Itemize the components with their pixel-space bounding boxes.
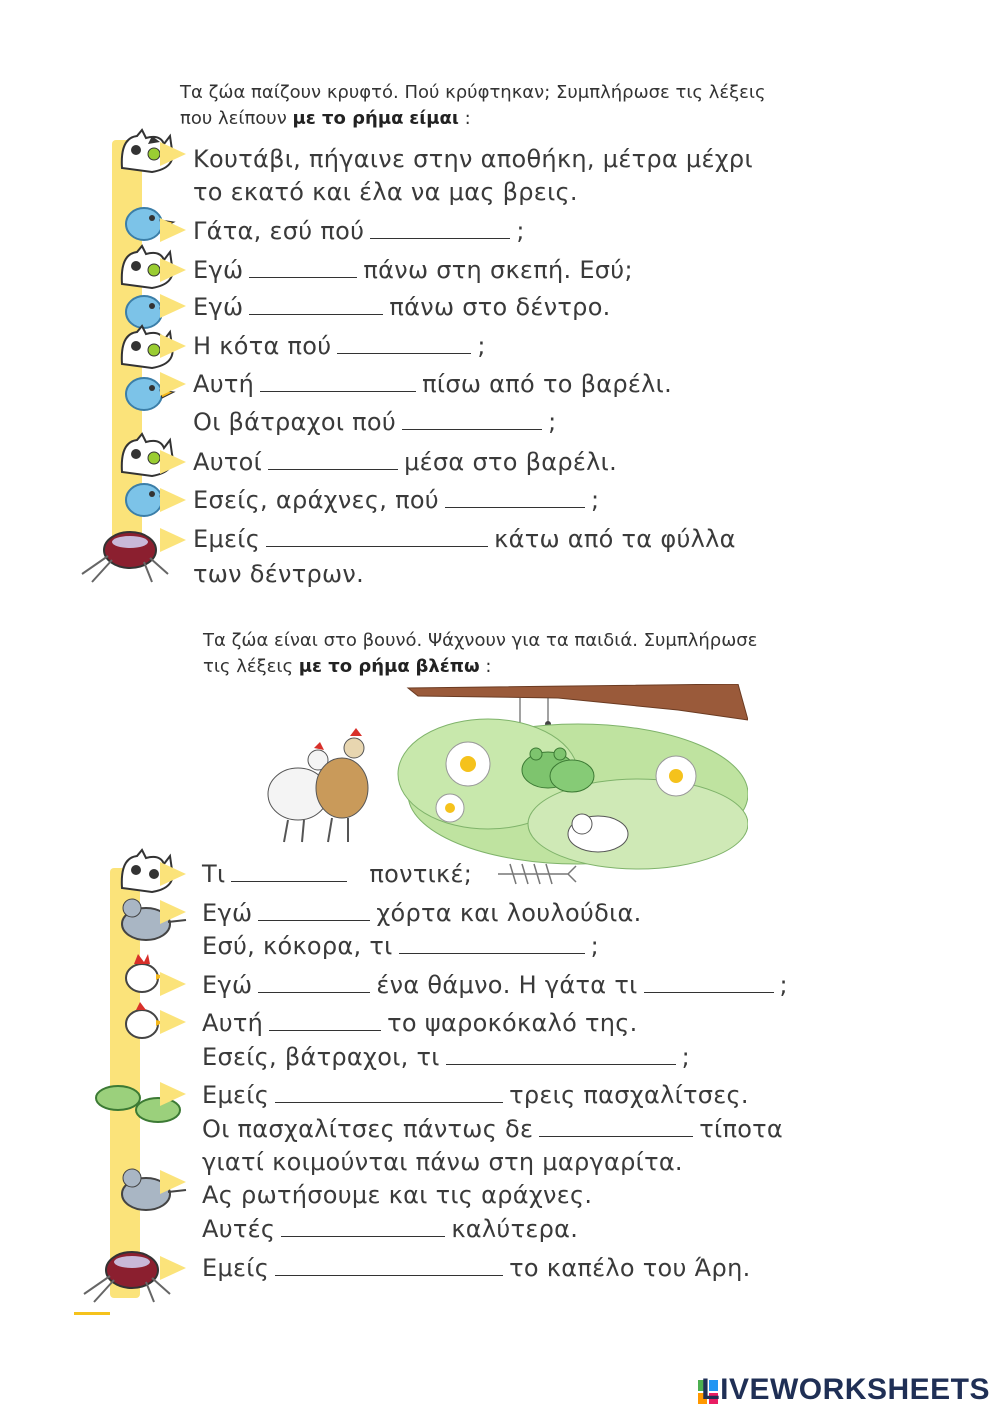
- exercise2-instruction-line1: Τα ζώα είναι στο βουνό. Ψάχνουν για τα παιδιά. Συμπλήρωσε: [203, 630, 758, 651]
- speech-pointer: [160, 528, 186, 552]
- answer-blank[interactable]: [402, 407, 542, 430]
- answer-blank[interactable]: [275, 1080, 503, 1103]
- speech-pointer: [160, 450, 186, 474]
- speech-pointer: [160, 294, 186, 318]
- liveworksheets-logo[interactable]: LIVEWORKSHEETS: [701, 1373, 990, 1406]
- ex1-line-8: Οι βάτραχοι πού ;: [193, 408, 557, 436]
- speech-pointer: [160, 900, 186, 924]
- answer-blank[interactable]: [446, 1042, 676, 1065]
- ex1-line-12: των δέντρων.: [193, 560, 365, 588]
- rooster-icon: [316, 728, 368, 842]
- speech-pointer: [160, 972, 186, 996]
- ex2-line-3: Εσύ, κόκορα, τι ;: [202, 932, 599, 960]
- answer-blank[interactable]: [266, 524, 488, 547]
- answer-blank[interactable]: [337, 331, 471, 354]
- speech-pointer: [160, 142, 186, 166]
- answer-blank[interactable]: [275, 1253, 503, 1276]
- answer-blank[interactable]: [249, 292, 383, 315]
- answer-blank[interactable]: [268, 447, 398, 470]
- ex2-line-8: Οι πασχαλίτσες πάντως δε τίποτα: [202, 1115, 784, 1143]
- ex1-line-6: Η κότα πού ;: [193, 332, 486, 360]
- daisy-icon: [436, 794, 464, 822]
- daisy-icon: [656, 756, 696, 796]
- answer-blank[interactable]: [370, 216, 510, 239]
- spider-icon: [74, 1240, 174, 1304]
- answer-blank[interactable]: [445, 485, 585, 508]
- answer-blank[interactable]: [644, 970, 774, 993]
- ex1-line-10: Εσείς, αράχνες, πού ;: [193, 486, 600, 514]
- frog-icon: [550, 760, 594, 792]
- exercise1-instruction: [180, 80, 766, 132]
- speech-pointer: [160, 1170, 186, 1194]
- answer-blank[interactable]: [258, 898, 370, 921]
- ex2-line-2: Εγώ χόρτα και λουλούδια.: [202, 899, 642, 927]
- speech-pointer: [160, 1256, 186, 1280]
- answer-blank[interactable]: [281, 1214, 445, 1237]
- ex1-line-7: Αυτή πίσω από το βαρέλι.: [193, 370, 673, 398]
- speech-pointer: [160, 862, 186, 886]
- speech-pointer: [160, 372, 186, 396]
- ex1-line-5: Εγώ πάνω στο δέντρο.: [193, 293, 611, 321]
- ex1-line-3: Γάτα, εσύ πού ;: [193, 217, 525, 245]
- answer-blank[interactable]: [269, 1008, 381, 1031]
- spider-icon: [72, 520, 172, 584]
- ex2-line-11: Αυτές καλύτερα.: [202, 1215, 579, 1243]
- ex1-line-4: Εγώ πάνω στη σκεπή. Εσύ;: [193, 256, 633, 284]
- exercise1-instruction-line2: που λείπουν με το ρήμα είμαι :: [180, 108, 471, 129]
- ex2-line-1: Τι ποντικέ;: [202, 860, 473, 888]
- daisy-icon: [446, 742, 490, 786]
- ex2-line-4: Εγώ ένα θάμνο. Η γάτα τι ;: [202, 971, 788, 999]
- ex2-line-7: Εμείς τρεις πασχαλίτσες.: [202, 1081, 749, 1109]
- ex2-line-12: Εμείς το καπέλο του Άρη.: [202, 1254, 751, 1282]
- exercise2-instruction-line2: τις λέξεις με το ρήμα βλέπω :: [203, 656, 492, 677]
- exercise1-instruction-line1: Τα ζώα παίζουν κρυφτό. Πού κρύφτηκαν; Συμπλήρωσε τις λέξεις: [180, 82, 766, 103]
- answer-blank[interactable]: [260, 369, 416, 392]
- ex2-line-6: Εσείς, βάτραχοι, τι ;: [202, 1043, 691, 1071]
- answer-blank[interactable]: [399, 931, 585, 954]
- answer-blank[interactable]: [258, 970, 370, 993]
- answer-blank[interactable]: [231, 859, 347, 882]
- answer-blank[interactable]: [249, 255, 357, 278]
- ex2-line-5: Αυτή το ψαροκόκαλό της.: [202, 1009, 638, 1037]
- ex1-line-11: Εμείς κάτω από τα φύλλα: [193, 525, 736, 553]
- speech-pointer: [160, 218, 186, 242]
- ex1-line-2: το εκατό και έλα να μας βρεις.: [193, 178, 578, 206]
- ex2-line-10: Ας ρωτήσουμε και τις αράχνες.: [202, 1181, 593, 1209]
- answer-blank[interactable]: [539, 1114, 693, 1137]
- speech-pointer: [160, 1010, 186, 1034]
- ex1-line-9: Αυτοί μέσα στο βαρέλι.: [193, 448, 618, 476]
- underline-marker: [74, 1312, 110, 1315]
- speech-pointer: [160, 334, 186, 358]
- fishbone-icon: [490, 852, 580, 892]
- speech-pointer: [160, 1082, 186, 1106]
- ex2-line-9: γιατί κοιμούνται πάνω στη μαργαρίτα.: [202, 1148, 683, 1176]
- speech-pointer: [160, 488, 186, 512]
- speech-pointer: [160, 258, 186, 282]
- ex1-line-1: Κουτάβι, πήγαινε στην αποθήκη, μέτρα μέχρι: [193, 145, 753, 173]
- exercise2-instruction: [203, 628, 757, 680]
